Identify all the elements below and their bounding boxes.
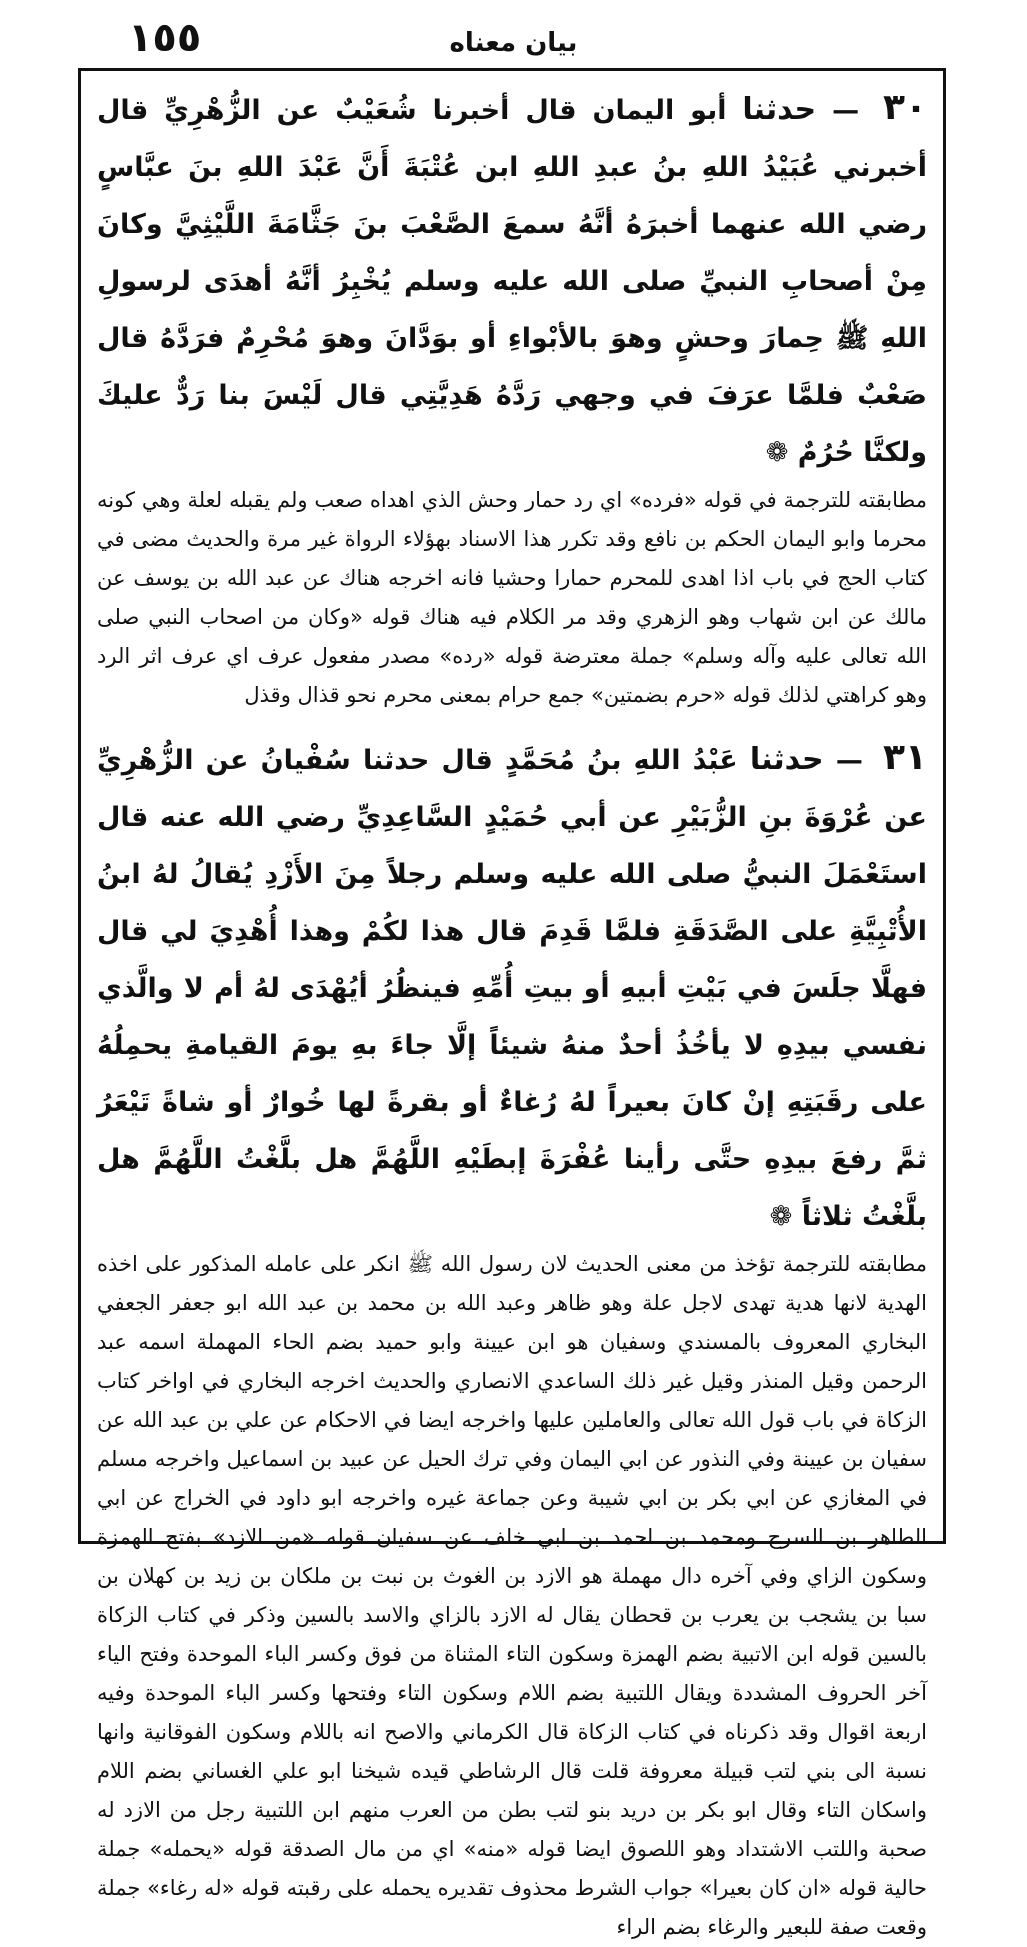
hadith-31-text: عَبْدُ اللهِ بنُ مُحَمَّدٍ قال حدثنا سُفْيانُ عن الزُّهْرِيِّ عن عُرْوَةَ بنِ الزُّبَيْرِ عن أبي حُمَيْدٍ السَّاعِدِيِّ رضي الله عنه قال استَعْمَلَ النبيُّ صلى الله عليه وسلم رجلاً مِنَ الأَزْدِ يُقالُ لهُ ابنُ الأُتْبِيَّةِ على الصَّدَقَةِ فلمَّا قَدِمَ قال هذا لكُمْ وهذا أُهْدِيَ لي قال فهلَّا جلَسَ في بَيْتِ أبيهِ أو بيتِ أُمِّهِ فينظُرُ أيُهْدَى لهُ أم لا والَّذي نفسي بيدِهِ لا يأخُذُ أحدٌ منهُ شيئاً إلَّا جاءَ بهِ يومَ القيامةِ يحمِلُهُ على رقَبَتِهِ إنْ كانَ بعيراً لهُ رُغاءٌ أو بقرةً لها خُوارٌ أو شاةً تَيْعَرُ ثمَّ رفعَ بيدِهِ حتَّى رأينا عُفْرَةَ إبطَيْهِ اللَّهُمَّ هل بلَّغْتُ اللَّهُمَّ هل بلَّغْتُ ثلاثاً — [97, 745, 927, 1232]
hadith-30 — [81, 71, 943, 481]
hadith-30-number: ٣٠ — [883, 87, 927, 128]
commentary-30-text: مطابقته للترجمة في قوله «فرده» اي رد حمار وحش الذي اهداه صعب ولم يقبله لعلة وهي كونه محرما وابو اليمان الحكم بن نافع وقد تكرر هذا الاسناد بهؤلاء الرواة غير مرة والحديث مضى في كتاب الحج في باب اذا اهدى للمحرم حمارا وحشيا فانه اخرجه هناك عن عبد الله بن يوسف عن مالك عن ابن شهاب وهو الزهري وقد مر الكلام فيه هناك قوله «وكان من اصحاب النبي صلى الله تعالى عليه وآله وسلم» جملة معترضة قوله «رده» مصدر مفعول عرف اي عرف اثر الرد وهو كراهتي لذلك قوله «حرم بضمتين» جمع حرام بمعنى محرم نحو قذال وقذل — [97, 488, 927, 707]
page-number: ١٥٥ — [128, 15, 202, 61]
running-title: بيان معناه — [449, 28, 578, 58]
text-frame — [78, 68, 946, 1939]
hadith-31-number: ٣١ — [883, 737, 927, 778]
commentary-30 — [81, 481, 943, 715]
hadith-31-paragraph: ٣١ — حدثنا عَبْدُ اللهِ بنُ مُحَمَّدٍ قال حدثنا سُفْيانُ عن الزُّهْرِيِّ عن عُرْوَةَ بنِ الزُّبَيْرِ عن أبي حُمَيْدٍ السَّاعِدِيِّ رضي الله عنه قال استَعْمَلَ النبيُّ صلى الله عليه وسلم رجلاً مِنَ الأَزْدِ يُقالُ لهُ ابنُ الأُتْبِيَّةِ على الصَّدَقَةِ فلمَّا قَدِمَ قال هذا لكُمْ وهذا أُهْدِيَ لي قال فهلَّا جلَسَ في بَيْتِ أبيهِ أو بيتِ أُمِّهِ فينظُرُ أيُهْدَى لهُ أم لا والَّذي نفسي بيدِهِ لا يأخُذُ أحدٌ منهُ شيئاً إلَّا جاءَ بهِ يومَ القيامةِ يحمِلُهُ على رقَبَتِهِ إنْ كانَ بعيراً لهُ رُغاءٌ أو بقرةً لها خُوارٌ أو شاةً تَيْعَرُ ثمَّ رفعَ بيدِهِ حتَّى رأينا عُفْرَةَ إبطَيْهِ اللَّهُمَّ هل بلَّغْتُ اللَّهُمَّ هل بلَّغْتُ ثلاثاً ❁ — [97, 737, 927, 1232]
hadith-31 — [81, 721, 943, 1245]
commentary-31-text: مطابقته للترجمة تؤخذ من معنى الحديث لان رسول الله ﷺ انكر على عامله المذكور على اخذه الهدية لانها هدية تهدى لاجل علة وهو ظاهر وعبد الله بن محمد بن عبد الله ابو جعفر الجعفي البخاري المعروف بالمسندي وسفيان هو ابن عيينة وابو حميد بضم الحاء المهملة اسمه عبد الرحمن وقيل المنذر وقيل غير ذلك الساعدي الانصاري والحديث اخرجه البخاري في اواخر كتاب الزكاة في باب قول الله تعالى والعاملين عليها واخرجه ايضا في الاحكام عن علي بن عبد الله عن سفيان بن عيينة وفي النذور عن ابي اليمان وفي ترك الحيل عن عبيد بن اسماعيل واخرجه مسلم في المغازي عن ابي بكر بن ابي شيبة وعن جماعة غيره واخرجه ابو داود في الخراج عن ابي الطاهر بن السرح ومحمد بن احمد بن ابي خلف عن سفيان قوله «من الازد» بفتح الهمزة وسكون الزاي وفي آخره دال مهملة هو الازد بن الغوث بن نبت بن ملكان بن زيد بن كهلان بن سبا بن يشجب بن يعرب بن قحطان يقال له الازد بالزاي والاسد بالسين وذكر في كتاب الزكاة بالسين قوله ابن الاتبية بضم الهمزة وسكون التاء المثناة من فوق وكسر الباء الموحدة وفتح الياء آخر الحروف المشددة ويقال اللتبية بضم اللام وسكون التاء وفتحها وكسر الباء الموحدة وفيه اربعة اقوال وقد ذكرناه في كتاب الزكاة قال الكرماني والاصح انه باللام وسكون الفوقانية وانها نسبة الى بني لتب قبيلة معروفة قلت قال الرشاطي قيده شيخنا ابو علي الغساني بضم اللام واسكان التاء وقال ابو بكر بن دريد بنو لتب بطن من العرب منهم ابن اللتبية رجل من الازد له صحبة واللتب الاشتداد وهو اللصوق ايضا قوله «منه» اي من مال الصدقة قوله «يحمله» جملة حالية قوله «ان كان بعيرا» جواب الشرط محذوف تقديره يحمله على رقبته قوله «له رغاء» جملة وقعت صفة للبعير والرغاء بضم الراء — [97, 1252, 927, 1939]
hadith-31-keyword: حدثنا — [749, 742, 824, 777]
hadith-30-keyword: حدثنا — [742, 92, 817, 127]
commentary-31 — [81, 1245, 943, 1947]
hadith-30-text: أبو اليمان قال أخبرنا شُعَيْبٌ عن الزُّهْرِيِّ قال أخبرني عُبَيْدُ اللهِ بنُ عبدِ اللهِ ابن عُتْبَةَ أَنَّ عَبْدَ اللهِ بنَ عبَّاسٍ رضي الله عنهما أخبرَهُ أنَّهُ سمعَ الصَّعْبَ بنَ جَثَّامَةَ اللَّيْثِيَّ وكانَ مِنْ أصحابِ النبيِّ صلى الله عليه وسلم يُخْبِرُ أنَّهُ أهدَى لرسولِ اللهِ ﷺ حِمارَ وحشٍ وهوَ بالأبْواءِ أو بوَدَّانَ وهوَ مُحْرِمٌ فرَدَّهُ قال صَعْبٌ فلمَّا عرَفَ في وجهي رَدَّهُ هَدِيَّتِي قال لَيْسَ بنا رَدٌّ عليكَ ولكنَّا حُرُمٌ — [97, 95, 927, 468]
hadith-30-paragraph: ٣٠ — حدثنا أبو اليمان قال أخبرنا شُعَيْبٌ عن الزُّهْرِيِّ قال أخبرني عُبَيْدُ اللهِ بنُ عبدِ اللهِ ابن عُتْبَةَ أَنَّ عَبْدَ اللهِ بنَ عبَّاسٍ رضي الله عنهما أخبرَهُ أنَّهُ سمعَ الصَّعْبَ بنَ جَثَّامَةَ اللَّيْثِيَّ وكانَ مِنْ أصحابِ النبيِّ صلى الله عليه وسلم يُخْبِرُ أنَّهُ أهدَى لرسولِ اللهِ ﷺ حِمارَ وحشٍ وهوَ بالأبْواءِ أو بوَدَّانَ وهوَ مُحْرِمٌ فرَدَّهُ قال صَعْبٌ فلمَّا عرَفَ في وجهي رَدَّهُ هَدِيَّتِي قال لَيْسَ بنا رَدٌّ عليكَ ولكنَّا حُرُمٌ ❁ — [97, 87, 927, 468]
